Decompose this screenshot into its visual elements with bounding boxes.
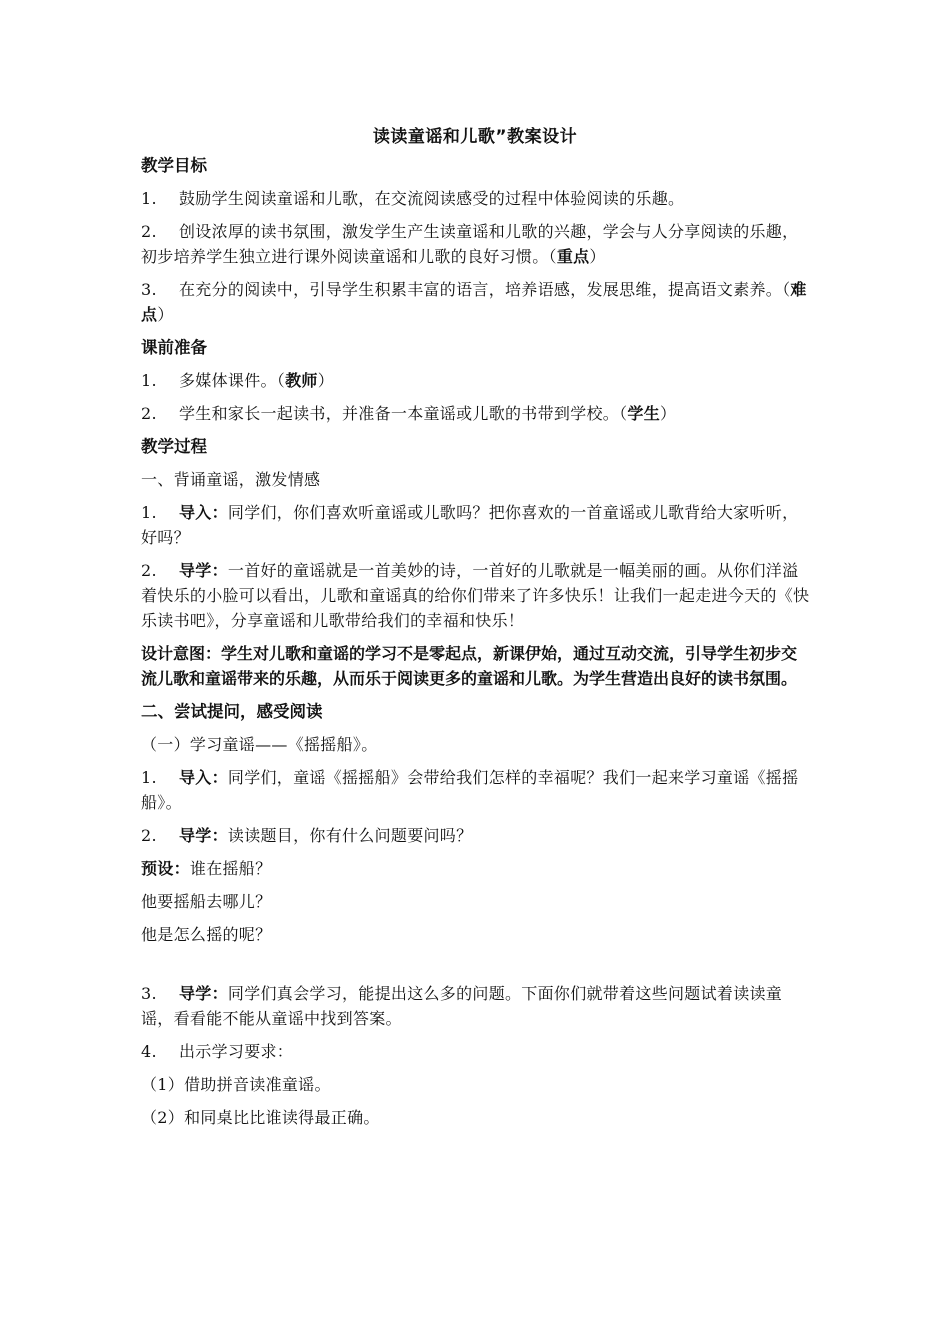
section-1-title: 一、背诵童谣，激发情感 bbox=[141, 470, 321, 489]
prep-item-2-emphasis: 学生 bbox=[627, 404, 661, 423]
document-body bbox=[141, 153, 811, 1138]
preset-label: 预设： bbox=[141, 859, 190, 878]
section-2-item-1 bbox=[141, 765, 811, 815]
section-2-title: 二、尝试提问，感受阅读 bbox=[141, 702, 323, 721]
goal-item-1-number: 1. bbox=[141, 189, 157, 208]
process-heading: 教学过程 bbox=[141, 437, 207, 456]
section-1-item-1 bbox=[141, 500, 811, 550]
prep-item-1-end: ） bbox=[317, 371, 335, 390]
section-2-item-2-label: 导学： bbox=[179, 826, 228, 845]
goal-item-3 bbox=[141, 277, 811, 327]
section-2-item-1-text: 同学们，童谣《摇摇船》会带给我们怎样的幸福呢？我们一起来学习童谣《摇摇船》。 bbox=[141, 768, 799, 812]
section-2-item-4-number: 4. bbox=[141, 1042, 157, 1061]
section-1-item-1-text: 同学们，你们喜欢听童谣或儿歌吗？把你喜欢的一首童谣或儿歌背给大家听听，好吗？ bbox=[141, 503, 799, 547]
section-2-item-3-label: 导学： bbox=[179, 984, 228, 1003]
goal-item-2-number: 2. bbox=[141, 222, 157, 241]
prep-item-1-text: 多媒体课件。（ bbox=[179, 371, 286, 390]
blank-line bbox=[141, 955, 811, 981]
goal-item-3-end: ） bbox=[157, 305, 174, 324]
prep-heading: 课前准备 bbox=[141, 338, 207, 357]
section-2-item-1-number: 1. bbox=[141, 768, 157, 787]
section-2-item-2-text: 读读题目，你有什么问题要问吗？ bbox=[227, 826, 473, 845]
prep-item-2 bbox=[141, 401, 811, 426]
section-2-item-4-text: 出示学习要求： bbox=[179, 1042, 294, 1061]
section-1-item-2 bbox=[141, 558, 811, 633]
section-2-item-3-number: 3. bbox=[141, 984, 157, 1003]
goal-item-2-emphasis: 重点 bbox=[556, 247, 590, 266]
preset-question-2: 他要摇船去哪儿？ bbox=[141, 892, 272, 911]
section-2-item-3 bbox=[141, 981, 811, 1031]
section-1-item-2-text: 一首好的童谣就是一首美妙的诗，一首好的儿歌就是一幅美丽的画。从你们洋溢着快乐的小脸可以看出，儿歌和童谣真的给你们带来了许多快乐！让我们一起走进今天的《快乐读书吧》，分享童谣和儿歌带给我们的幸福和快乐！ bbox=[141, 561, 810, 630]
prep-item-1-number: 1. bbox=[141, 371, 157, 390]
requirement-2: （2）和同桌比比谁读得最正确。 bbox=[141, 1108, 380, 1127]
goal-item-1 bbox=[141, 186, 811, 211]
prep-item-2-end: ） bbox=[660, 404, 677, 423]
goal-item-3-emphasis: 难点 bbox=[141, 280, 807, 324]
section-1-item-2-label: 导学： bbox=[179, 561, 228, 580]
prep-item-2-text: 学生和家长一起读书，并准备一本童谣或儿歌的书带到学校。（ bbox=[179, 404, 628, 423]
subsection-1-title: （一）学习童谣——《摇摇船》。 bbox=[141, 735, 378, 754]
goals-heading: 教学目标 bbox=[141, 156, 207, 175]
goal-item-2-end: ） bbox=[589, 247, 606, 266]
requirement-1: （1）借助拼音读准童谣。 bbox=[141, 1075, 331, 1094]
preset-question-1 bbox=[141, 856, 811, 881]
preset-question-3: 他是怎么摇的呢？ bbox=[141, 925, 272, 944]
section-2-item-2-number: 2. bbox=[141, 826, 157, 845]
goal-item-1-text: 鼓励学生阅读童谣和儿歌，在交流阅读感受的过程中体验阅读的乐趣。 bbox=[179, 189, 685, 208]
goal-item-2-text: 创设浓厚的读书氛围，激发学生产生读童谣和儿歌的兴趣，学会与人分享阅读的乐趣，初步培养学生独立进行课外阅读童谣和儿歌的良好习惯。（ bbox=[141, 222, 799, 266]
section-2-item-4 bbox=[141, 1039, 811, 1064]
section-2-item-3-text: 同学们真会学习，能提出这么多的问题。下面你们就带着这些问题试着读读童谣，看看能不能从童谣中找到答案。 bbox=[141, 984, 783, 1028]
goal-item-3-number: 3. bbox=[141, 280, 157, 299]
section-2-item-1-label: 导入： bbox=[179, 768, 228, 787]
goal-item-3-text: 在充分的阅读中，引导学生积累丰富的语言，培养语感，发展思维，提高语文素养。（ bbox=[179, 280, 791, 299]
prep-item-2-number: 2. bbox=[141, 404, 157, 423]
section-1-item-1-number: 1. bbox=[141, 503, 157, 522]
section-1-item-1-label: 导入： bbox=[179, 503, 228, 522]
design-intent: 设计意图：学生对儿歌和童谣的学习不是零起点，新课伊始，通过互动交流，引导学生初步交流儿歌和童谣带来的乐趣，从而乐于阅读更多的童谣和儿歌。为学生营造出良好的读书氛围。 bbox=[141, 644, 798, 688]
section-2-item-2 bbox=[141, 823, 811, 848]
document-title: 读读童谣和儿歌”教案设计 bbox=[372, 127, 578, 147]
prep-item-1 bbox=[141, 368, 811, 393]
preset-question-1-text: 谁在摇船？ bbox=[189, 859, 272, 878]
goal-item-2 bbox=[141, 219, 811, 269]
section-1-item-2-number: 2. bbox=[141, 561, 157, 580]
prep-item-1-emphasis: 教师 bbox=[285, 371, 318, 390]
